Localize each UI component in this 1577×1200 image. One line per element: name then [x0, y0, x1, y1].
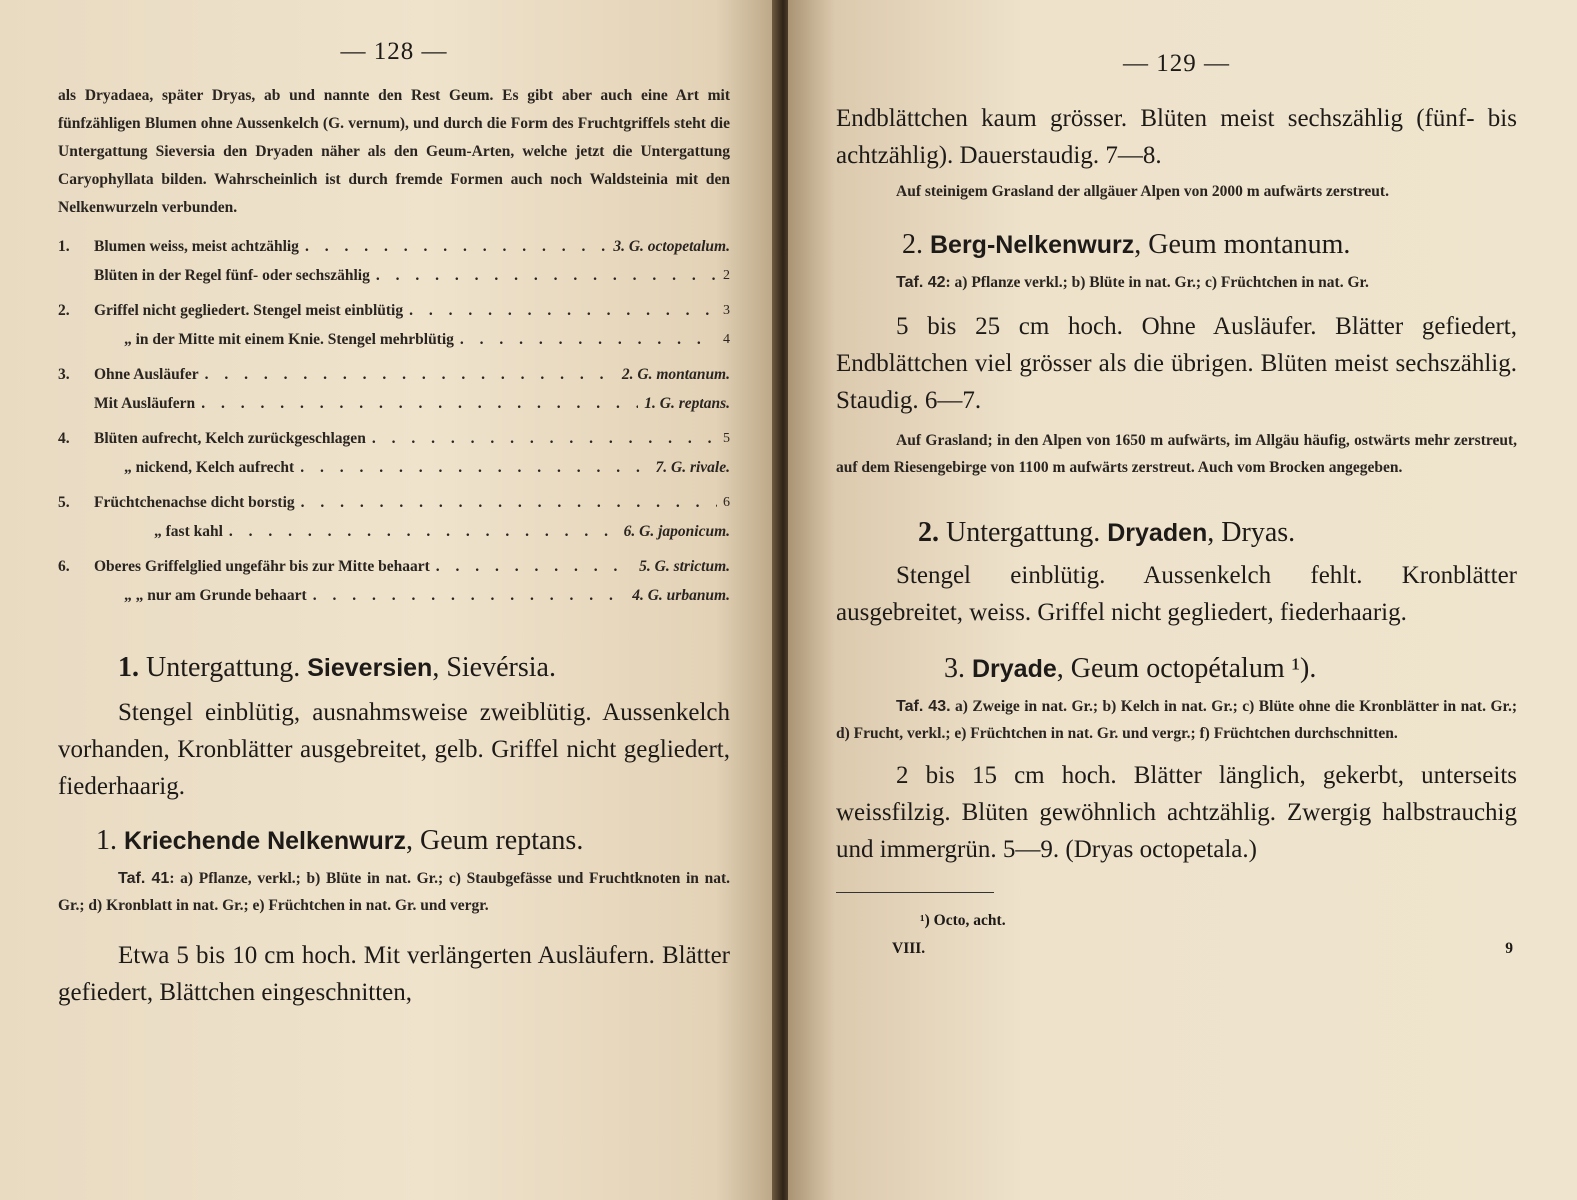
key-row-text: Oberes Griffelglied ungefähr bis zur Mitte behaart [94, 558, 430, 575]
key-row [58, 488, 730, 517]
page-number-right: — 129 — [1123, 50, 1230, 77]
signature-line [836, 935, 1517, 963]
key-row-result: 5 [723, 431, 730, 446]
key-row [58, 453, 730, 482]
key-row-text: Blüten in der Regel fünf- oder sechszählig [94, 267, 370, 284]
key-row [58, 552, 730, 581]
left-page [0, 0, 778, 1200]
key-row-text: Früchtchenachse dicht borstig [94, 494, 295, 511]
key-row-number: 1. [58, 238, 70, 255]
key-row-result: 4. G. urbanum. [632, 587, 730, 604]
subgenus-heading-dryaden: 2. Untergattung. Dryaden, Dryas. [918, 517, 1296, 548]
key-row-text: „ in der Mitte mit einem Knie. Stengel mehrblütig [124, 331, 454, 348]
key-row-leader [300, 453, 649, 482]
key-row-text: Griffel nicht gegliedert. Stengel meist einblütig [94, 302, 404, 319]
species-heading-octopetalum: 3. Dryade, Geum octopétalum ¹). [944, 653, 1317, 684]
key-row-number: 3. [58, 366, 70, 383]
right-page [788, 0, 1577, 1200]
species-description-reptans: Etwa 5 bis 10 cm hoch. Mit verlängerten Ausläufern. Blätter gefiedert, Blättchen eingeschnitten, [58, 942, 730, 1006]
key-row [58, 581, 730, 610]
key-row-text: Mit Ausläufern [94, 395, 196, 412]
key-row-leader [376, 261, 717, 290]
key-row-number: 5. [58, 494, 70, 511]
key-row-number [58, 581, 94, 610]
key-row-text: Blüten aufrecht, Kelch zurückgeschlagen [94, 430, 366, 447]
species-heading-reptans: 1. Kriechende Nelkenwurz, Geum reptans. [96, 825, 584, 856]
species-description-octopetalum: 2 bis 15 cm hoch. Blätter länglich, gekerbt, unterseits weissfilzig. Blüten gewöhnlich achtzählig. Zwergig halbstrauchig und immergrün. 5—9. (Dryas octopetala.) [836, 762, 1517, 863]
key-row-text: Blumen weiss, meist achtzählig [94, 238, 299, 255]
signature-mark: VIII. [892, 940, 926, 957]
key-row [58, 424, 730, 453]
subgenus-heading-sieversien: 1. Untergattung. Sieversien, Sievérsia. [118, 652, 556, 683]
key-row-result: 3 [723, 303, 730, 318]
key-row-leader [205, 360, 616, 389]
key-row [58, 517, 730, 546]
species-heading-montanum: 2. Berg-Nelkenwurz, Geum montanum. [902, 229, 1351, 260]
signature-number: 9 [1505, 940, 1513, 957]
footnote: ¹) Octo, acht. [920, 912, 1006, 929]
key-row-result: 2 [723, 268, 730, 283]
key-row-leader [229, 517, 618, 546]
key-row [58, 389, 730, 418]
key-row-text: „ „ nur am Grunde behaart [124, 587, 307, 604]
habitat-reptans: Auf steinigem Grasland der allgäuer Alpen von 2000 m aufwärts zerstreut. [896, 183, 1389, 200]
habitat-montanum: Auf Grasland; in den Alpen von 1650 m aufwärts, im Allgäu häufig, ostwärts mehr zerstreut, auf dem Riesengebirge von 1100 m aufwärts zerstreut. Auch vom Brocken angegeben. [836, 432, 1517, 476]
plate-caption-42: Taf. 42: a) Pflanze verkl.; b) Blüte in nat. Gr.; c) Früchtchen in nat. Gr. [896, 274, 1369, 291]
key-row-leader [436, 552, 633, 581]
page-number-left: — 128 — [340, 38, 448, 65]
species-description-montanum: 5 bis 25 cm hoch. Ohne Ausläufer. Blätter gefiedert, Endblättchen viel grösser als die übrigen. Blüten meist sechszählig. Staudig. 6—7. [836, 313, 1517, 414]
subgenus-description-dryaden: Stengel einblütig. Aussenkelch fehlt. Kronblätter ausgebreitet, weiss. Griffel nicht gegliedert, fiederhaarig. [836, 562, 1517, 626]
key-row-number: 2. [58, 302, 70, 319]
key-row [58, 232, 730, 261]
key-row-text: „ fast kahl [154, 523, 223, 540]
key-row-number [58, 261, 94, 290]
key-row-number [58, 453, 94, 482]
plate-caption-43: Taf. 43. a) Zweige in nat. Gr.; b) Kelch in nat. Gr.; c) Blüte ohne die Kronblätter in nat. Gr.; d) Frucht, verkl.; e) Früchtchen in nat. Gr. und vergr.; f) Früchtchen durchschnitten. [836, 698, 1517, 742]
plate-caption-41: Taf. 41: a) Pflanze, verkl.; b) Blüte in nat. Gr.; c) Staubgefässe und Fruchtknoten in nat. Gr.; d) Kronblatt in nat. Gr.; e) Früchtchen in nat. Gr. und vergr. [58, 870, 731, 914]
key-row-leader [301, 488, 717, 517]
key-row-number [58, 389, 94, 418]
key-row-result: 7. G. rivale. [655, 459, 730, 476]
key-row-number: 4. [58, 430, 70, 447]
identification-key [58, 232, 730, 610]
key-row [58, 360, 730, 389]
key-row-leader [313, 581, 627, 610]
key-row-leader [409, 296, 717, 325]
continued-description: Endblättchen kaum grösser. Blüten meist sechszählig (fünf- bis achtzählig). Dauerstaudig. 7—8. [836, 105, 1517, 169]
subgenus-description-sieversien: Stengel einblütig, ausnahmsweise zweiblütig. Aussenkelch vorhanden, Kronblätter ausgebreitet, gelb. Griffel nicht gegliedert, fiederhaarig. [58, 699, 730, 800]
key-row-result: 5. G. strictum. [639, 558, 730, 575]
key-row-number: 6. [58, 558, 70, 575]
intro-paragraph: als Dryadaea, später Dryas, ab und nannte den Rest Geum. Es gibt aber auch eine Art mit fünfzähligen Blumen ohne Aussenkelch (G. vernum), und durch die Form des Fruchtgriffels steht die Untergattung Sieversia den Dryaden näher als den Geum-Arten, welche jetzt die Untergattung Caryophyllata bilden. Wahrscheinlich ist durch fremde Formen auch noch Waldsteinia mit den Nelkenwurzeln verbunden. [58, 87, 730, 216]
key-row-result: 6. G. japonicum. [623, 523, 730, 540]
key-row [58, 325, 730, 354]
key-row-leader [305, 232, 607, 261]
key-row-leader [201, 389, 638, 418]
key-row-result: 6 [723, 495, 730, 510]
key-row-text: Ohne Ausläufer [94, 366, 199, 383]
key-row-result: 3. G. octopetalum. [613, 238, 730, 255]
key-row-leader [460, 325, 717, 354]
key-row-number [58, 325, 94, 354]
key-row [58, 261, 730, 290]
key-row-text: „ nickend, Kelch aufrecht [124, 459, 295, 476]
key-row-leader [372, 424, 717, 453]
key-row-number [58, 517, 94, 546]
key-row-result: 4 [723, 332, 730, 347]
key-row [58, 296, 730, 325]
key-row-result: 1. G. reptans. [644, 395, 730, 412]
key-row-result: 2. G. montanum. [621, 366, 730, 383]
